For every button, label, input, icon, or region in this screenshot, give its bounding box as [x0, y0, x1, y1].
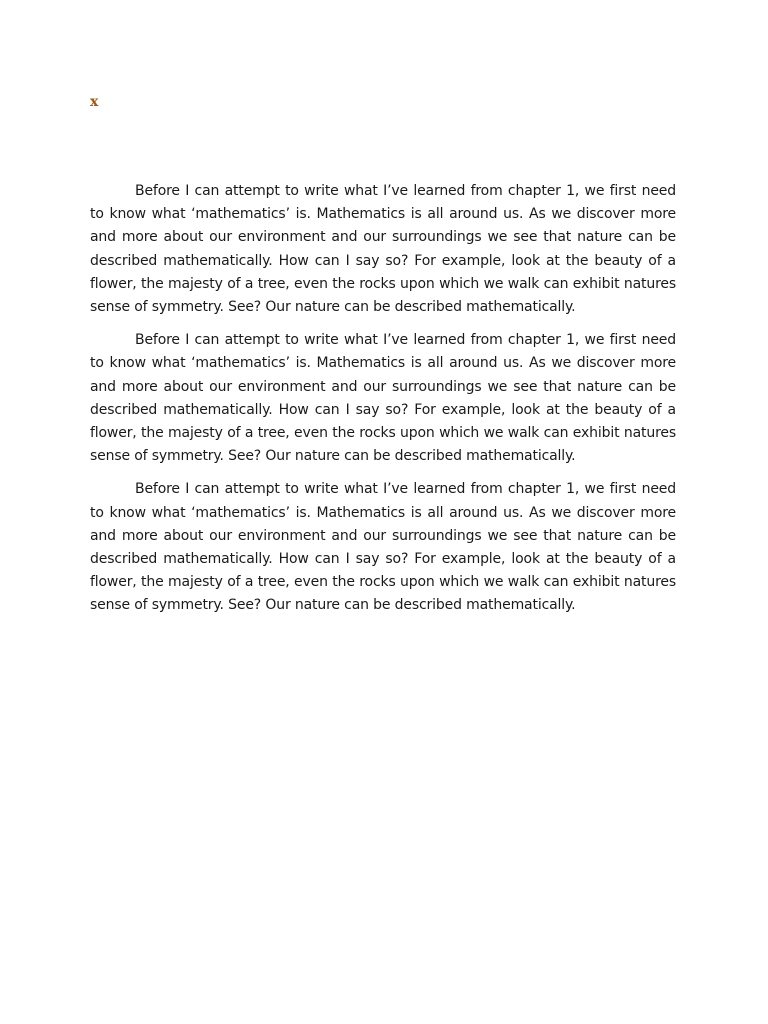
paragraph-1: Before I can attempt to write what I’ve learned from chapter 1, we first need to know what ‘mathematics’ is. Mathematics is all around us. As we discover more and more about our environment and our surroundings we see that nature can be described mathematically. How can I say so? For example, look at the beauty of a flower, the majesty of a tree, even the rocks upon which we walk can exhibit natures sense of symmetry. See? Our nature can be described mathematically.	[90, 183, 676, 316]
page-marker: x	[90, 94, 99, 110]
paragraph-2: Before I can attempt to write what I’ve learned from chapter 1, we first need to know what ‘mathematics’ is. Mathematics is all around us. As we discover more and more about our environment and our surroundings we see that nature can be described mathematically. How can I say so? For example, look at the beauty of a flower, the majesty of a tree, even the rocks upon which we walk can exhibit natures sense of symmetry. See? Our nature can be described mathematically.	[90, 332, 676, 465]
document-body	[90, 180, 676, 628]
paragraph-3: Before I can attempt to write what I’ve learned from chapter 1, we first need to know what ‘mathematics’ is. Mathematics is all around us. As we discover more and more about our environment and our surroundings we see that nature can be described mathematically. How can I say so? For example, look at the beauty of a flower, the majesty of a tree, even the rocks upon which we walk can exhibit natures sense of symmetry. See? Our nature can be described mathematically.	[90, 481, 676, 614]
